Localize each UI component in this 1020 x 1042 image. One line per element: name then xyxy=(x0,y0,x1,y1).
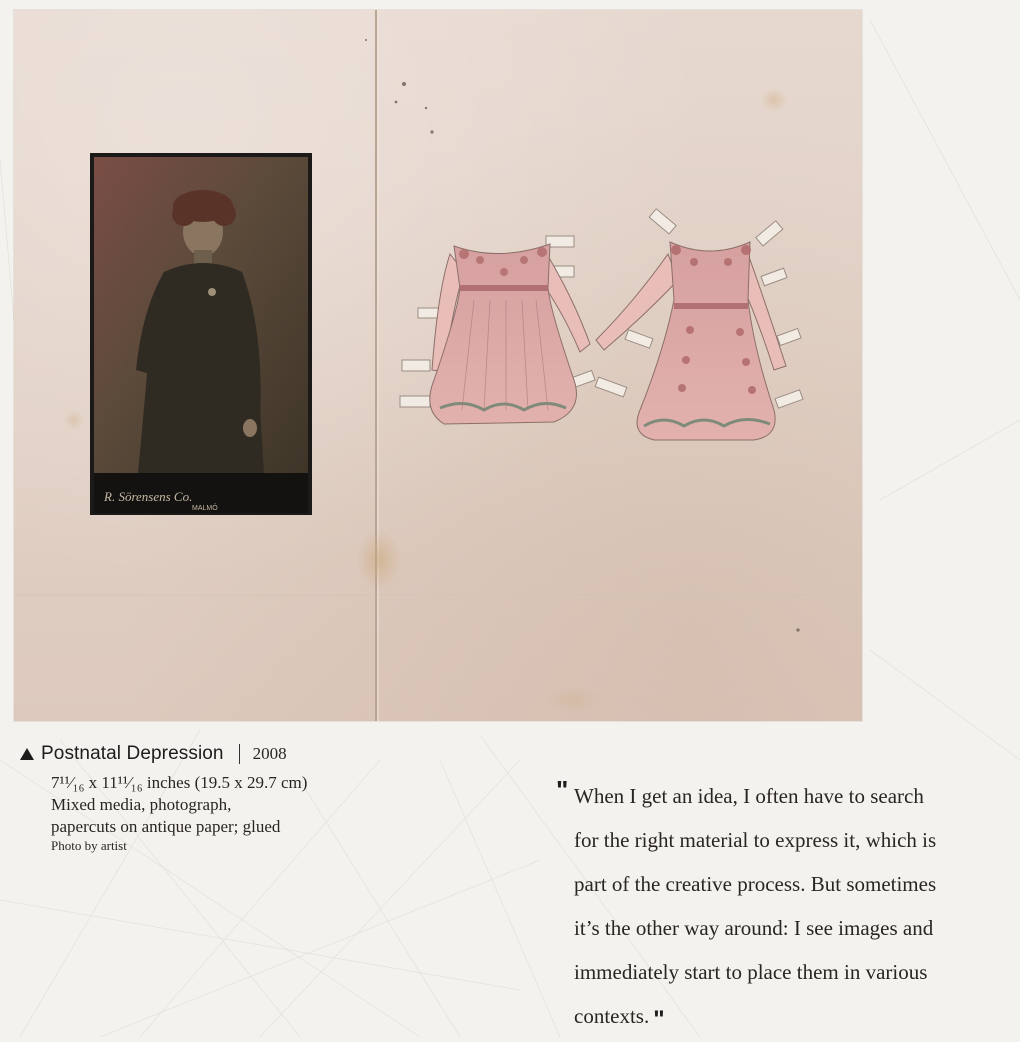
caption-details xyxy=(51,772,480,854)
close-quote-mark: " xyxy=(653,1006,665,1033)
quote-line-6-text: contexts. xyxy=(574,1004,650,1028)
artwork-caption xyxy=(20,740,480,854)
quote-line-4: it’s the other way around: I see images and xyxy=(574,916,934,940)
artwork-year: 2008 xyxy=(252,744,287,763)
paper-stain xyxy=(357,530,401,590)
quote-line-3: part of the creative process. But sometimes xyxy=(574,872,937,896)
artwork-dimensions: 7¹¹⁄₁₆ x 11¹¹⁄₁₆ inches (19.5 x 29.7 cm) xyxy=(51,773,308,792)
artist-quote xyxy=(556,774,1016,1042)
paper-doll-dress-right xyxy=(595,209,803,440)
studio-stamp-text: R. Sörensens Co. xyxy=(104,489,193,504)
quote-line-2: for the right material to express it, which is xyxy=(574,828,937,852)
quote-line-1: When I get an idea, I often have to search xyxy=(574,784,924,808)
quote-line-5: immediately start to place them in various xyxy=(574,960,928,984)
title-divider xyxy=(239,744,240,764)
artwork-photo xyxy=(14,10,862,721)
artwork-illustration xyxy=(14,10,862,721)
artwork-medium-line-2: papercuts on antique paper; glued xyxy=(51,817,281,836)
artwork-medium-line-1: Mixed media, photograph, xyxy=(51,795,232,814)
paper-doll-dress-left xyxy=(400,236,595,424)
caption-title-row xyxy=(20,740,480,768)
artwork-title: Postnatal Depression xyxy=(41,743,224,764)
quote-line-6 xyxy=(574,994,1016,1042)
photo-credit: Photo by artist xyxy=(51,838,127,853)
svg-text:MALMÖ: MALMÖ xyxy=(192,505,218,512)
vintage-photograph xyxy=(90,153,312,515)
triangle-up-icon xyxy=(20,748,34,760)
open-quote-mark: " xyxy=(556,775,569,805)
